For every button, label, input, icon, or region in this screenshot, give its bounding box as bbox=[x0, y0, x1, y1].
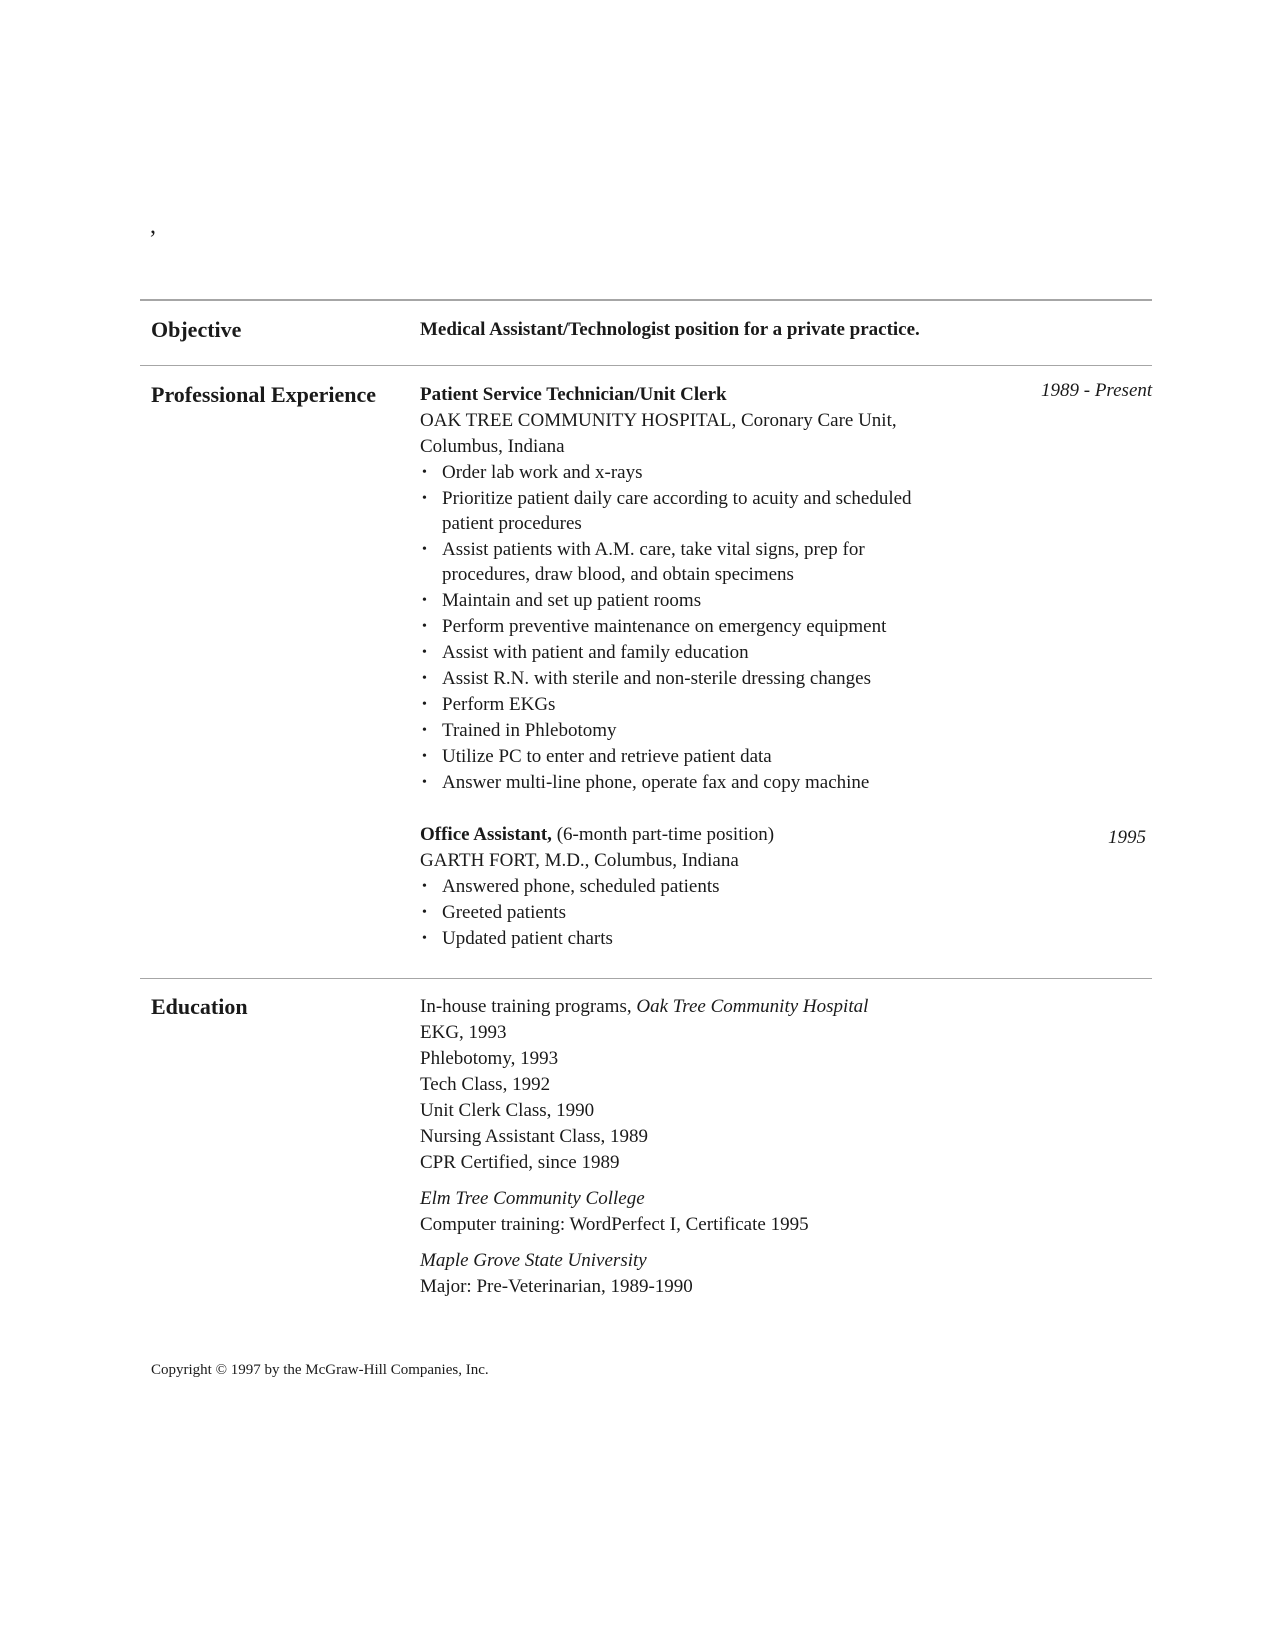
education-line: Major: Pre-Veterinarian, 1989-1990 bbox=[420, 1276, 693, 1297]
job-2-title-note: (6-month part-time position) bbox=[551, 824, 775, 845]
education-group-1-header bbox=[420, 994, 980, 1020]
list-item: • Utilize PC to enter and retrieve patient data bbox=[420, 744, 980, 769]
top-divider bbox=[140, 299, 1152, 301]
job-1-title: Patient Service Technician/Unit Clerk bbox=[420, 384, 727, 405]
list-item: • Maintain and set up patient rooms bbox=[420, 588, 980, 613]
experience-content bbox=[420, 382, 980, 952]
job-1-employer-line-1: OAK TREE COMMUNITY HOSPITAL, Coronary Care Unit, bbox=[420, 410, 897, 431]
objective-content bbox=[420, 317, 1120, 343]
job-2-employer-line-1: GARTH FORT, M.D., Columbus, Indiana bbox=[420, 850, 739, 871]
stray-comma-mark: , bbox=[150, 213, 156, 239]
list-item: • Assist patients with A.M. care, take vital signs, prep for procedures, draw blood, and obtain specimens bbox=[420, 537, 980, 587]
job-1-duties bbox=[420, 460, 980, 795]
list-item: • Assist R.N. with sterile and non-sterile dressing changes bbox=[420, 666, 980, 691]
list-item: • Answered phone, scheduled patients bbox=[420, 874, 980, 899]
copyright-notice: Copyright © 1997 by the McGraw-Hill Companies, Inc. bbox=[151, 1362, 489, 1378]
education-divider bbox=[140, 978, 1152, 979]
education-heading: Education bbox=[151, 994, 248, 1019]
objective-heading: Objective bbox=[151, 317, 242, 342]
education-line: EKG, 1993 bbox=[420, 1022, 507, 1043]
list-item: • Perform EKGs bbox=[420, 692, 980, 717]
list-item: • Answer multi-line phone, operate fax and copy machine bbox=[420, 770, 980, 795]
job-2-title-line bbox=[420, 822, 980, 848]
education-group-1-intro: In-house training programs, bbox=[420, 996, 637, 1017]
experience-heading: Professional Experience bbox=[151, 382, 377, 407]
education-line: Unit Clerk Class, 1990 bbox=[420, 1100, 595, 1121]
education-content bbox=[420, 994, 980, 1300]
job-1-date: 1989 - Present bbox=[1041, 380, 1153, 401]
list-item: • Assist with patient and family education bbox=[420, 640, 980, 665]
list-item: • Updated patient charts bbox=[420, 926, 980, 951]
list-item: • Greeted patients bbox=[420, 900, 980, 925]
list-item: • Order lab work and x-rays bbox=[420, 460, 980, 485]
list-item: • Perform preventive maintenance on emergency equipment bbox=[420, 614, 980, 639]
job-2-title: Office Assistant, bbox=[420, 824, 552, 845]
education-line: Phlebotomy, 1993 bbox=[420, 1048, 559, 1069]
education-line: CPR Certified, since 1989 bbox=[420, 1152, 620, 1173]
education-group-3-school: Maple Grove State University bbox=[420, 1250, 647, 1271]
objective-text: Medical Assistant/Technologist position for a private practice. bbox=[420, 319, 920, 340]
education-group-1-school: Oak Tree Community Hospital bbox=[636, 996, 869, 1017]
job-2-date: 1995 bbox=[1108, 827, 1146, 848]
education-line: Nursing Assistant Class, 1989 bbox=[420, 1126, 649, 1147]
education-line: Tech Class, 1992 bbox=[420, 1074, 551, 1095]
education-group-2-school: Elm Tree Community College bbox=[420, 1188, 645, 1209]
job-1-employer-line-2: Columbus, Indiana bbox=[420, 436, 565, 457]
list-item: • Trained in Phlebotomy bbox=[420, 718, 980, 743]
education-line: Computer training: WordPerfect I, Certificate 1995 bbox=[420, 1214, 809, 1235]
list-item: • Prioritize patient daily care according to acuity and scheduled patient procedures bbox=[420, 486, 980, 536]
experience-divider bbox=[140, 365, 1152, 366]
job-2-duties bbox=[420, 874, 980, 951]
